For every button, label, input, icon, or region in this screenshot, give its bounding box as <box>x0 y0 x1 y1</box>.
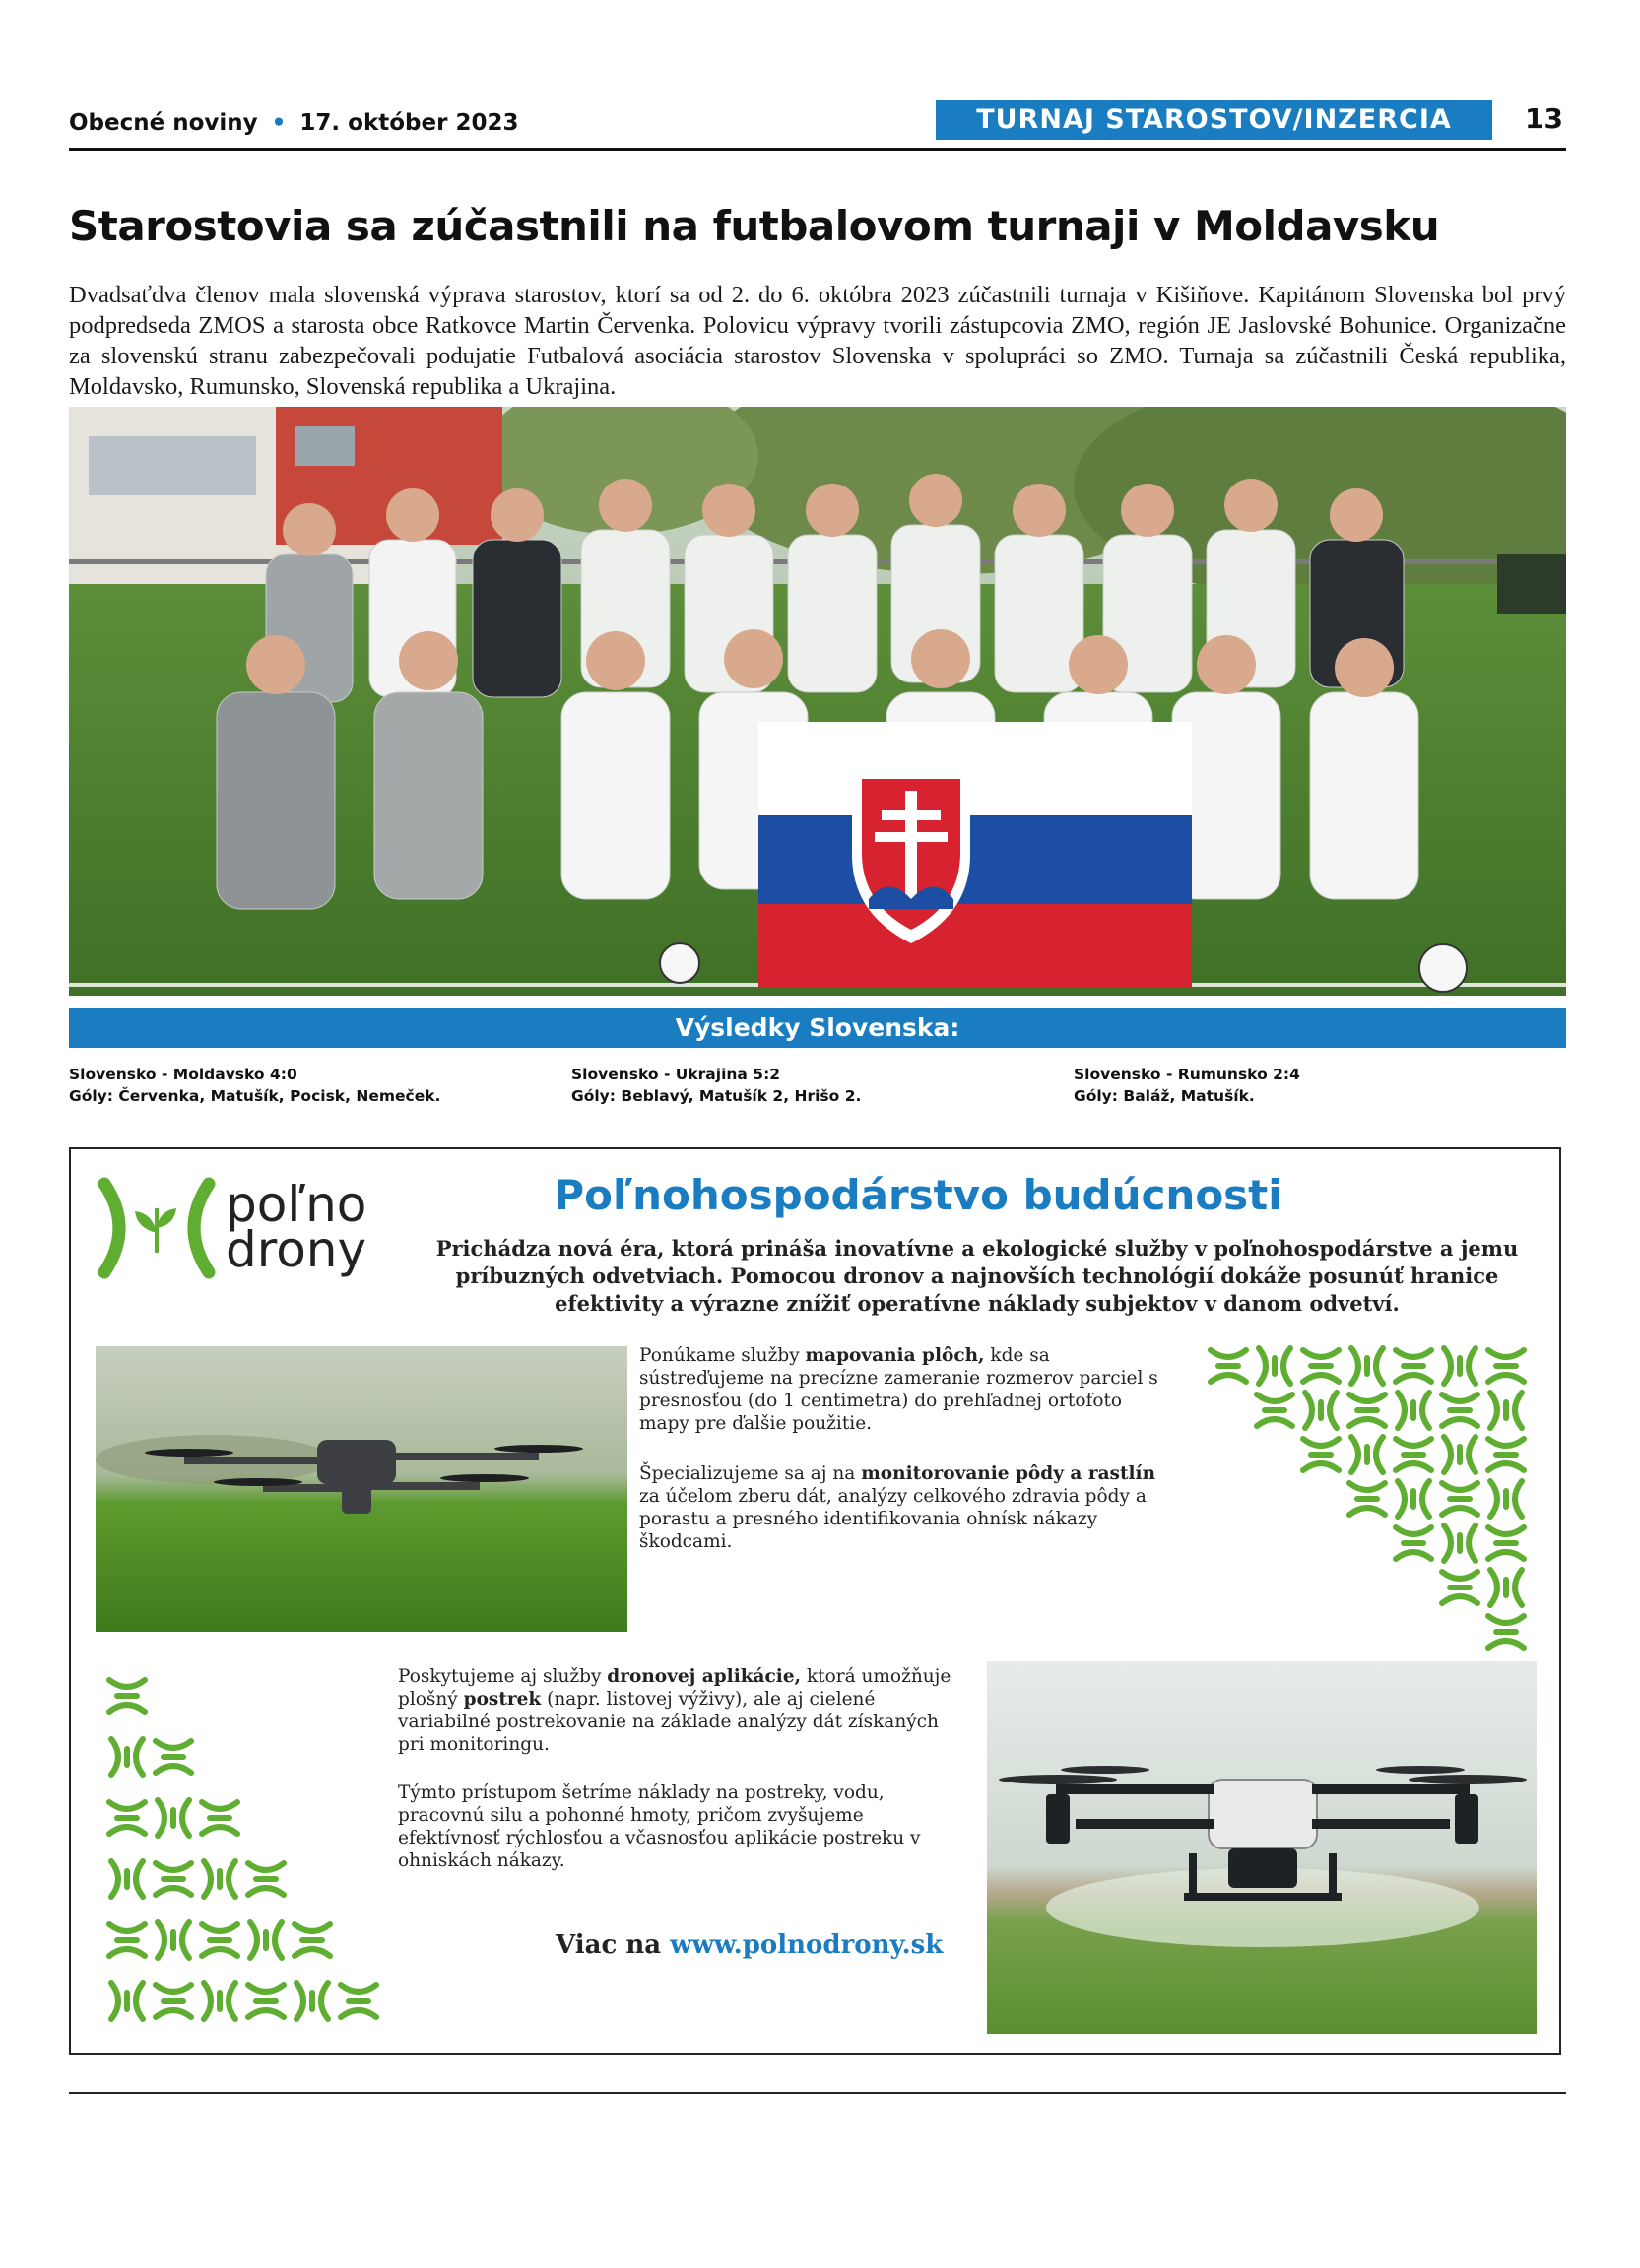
pattern-motif <box>1444 1437 1476 1472</box>
highlight-application: dronovej aplikácie, <box>607 1666 802 1687</box>
pattern-motif <box>202 1802 237 1834</box>
service-monitoring <box>639 1462 1171 1553</box>
pattern-motif <box>156 1985 191 2017</box>
pattern-motif <box>111 1861 143 1897</box>
footer-rule <box>69 2092 1566 2094</box>
pattern-motif <box>1303 1350 1339 1382</box>
pattern-motif <box>295 1924 330 1956</box>
pattern-motif <box>109 1924 145 1956</box>
pattern-motif <box>1490 1393 1522 1428</box>
website-callout <box>556 1930 943 1960</box>
pattern-motif <box>158 1922 189 1958</box>
publication-name: Obecné noviny <box>69 110 258 136</box>
result-goals: Góly: Červenka, Matušík, Pocisk, Nemeček. <box>69 1087 441 1105</box>
pattern-motif <box>1257 1394 1292 1426</box>
page-number: 13 <box>1525 102 1563 135</box>
pattern-motif <box>1442 1483 1477 1515</box>
section-label: TURNAJ STAROSTOV/INZERCIA <box>936 100 1492 140</box>
pattern-motif <box>1488 1616 1524 1648</box>
pattern-motif <box>1303 1439 1339 1470</box>
highlight-spray: postrek <box>463 1689 542 1710</box>
pattern-motif <box>248 1863 284 1895</box>
pattern-motif <box>1442 1572 1477 1603</box>
pattern-motif <box>1398 1481 1429 1517</box>
website-link[interactable]: www.polnodrony.sk <box>670 1930 944 1960</box>
spraying-drone-photo <box>987 1661 1537 2034</box>
pattern-motif <box>1351 1437 1383 1472</box>
result-romania <box>1074 1064 1300 1107</box>
masthead-separator: • <box>271 110 287 136</box>
pattern-motif <box>1305 1393 1337 1428</box>
pattern-motif <box>1396 1527 1431 1559</box>
pattern-motif <box>341 1985 376 2017</box>
pattern-motif <box>109 1680 145 1712</box>
advertisement-box <box>69 1147 1561 2055</box>
result-score: Slovensko - Rumunsko 2:4 <box>1074 1066 1300 1083</box>
result-goals: Góly: Beblavý, Matušík 2, Hrišo 2. <box>571 1087 862 1105</box>
pattern-motif <box>1444 1348 1476 1384</box>
text-run: kde sa sústreďujeme na precízne zameranie rozmerov parciel s presnosťou (do 1 centimetra) do prehľadnej ortofoto mapy pre ďalšie použitie. <box>639 1345 1158 1434</box>
pattern-motif <box>1349 1483 1385 1515</box>
ad-subtitle: Prichádza nová éra, ktorá prináša inovatívne a ekologické služby v poľnohospodárstve a jemu príbuzných odvetviach. Pomocou dronov a najnovších technológií dokáže posunúť hranice efektivity a výrazne znížiť operatívne náklady subjektov v danom odvetví. <box>435 1236 1519 1316</box>
website-label: Viac na <box>556 1930 671 1960</box>
mapping-drone-photo <box>96 1346 627 1632</box>
logo-line-1: poľno <box>226 1176 367 1233</box>
pattern-motif <box>1488 1527 1524 1559</box>
pattern-motif <box>1351 1348 1383 1384</box>
pattern-motif <box>1488 1350 1524 1382</box>
pattern-motif <box>202 1924 237 1956</box>
pattern-motif <box>1211 1350 1246 1382</box>
logo-pattern-top-right <box>1204 1341 1534 1656</box>
drone-leaf-logo-icon <box>93 1174 221 1282</box>
result-score: Slovensko - Ukrajina 5:2 <box>571 1066 781 1083</box>
pattern-motif <box>204 1861 235 1897</box>
logo-line-2: drony <box>226 1221 367 1278</box>
ad-title: Poľnohospodárstvo budúcnosti <box>554 1171 1282 1219</box>
pattern-motif <box>1349 1394 1385 1426</box>
issue-date: 17. október 2023 <box>299 110 519 136</box>
text-run: (napr. listovej výživy), ale aj cielené variabilné postrekovanie na základe analýzy dát získaných pri monitoringu. <box>398 1689 939 1755</box>
polnodrony-logo <box>93 1174 398 1282</box>
pattern-motif <box>1442 1394 1477 1426</box>
pattern-motif <box>156 1863 191 1895</box>
pattern-motif <box>1396 1350 1431 1382</box>
pattern-motif <box>204 1983 235 2019</box>
service-mapping <box>639 1344 1171 1435</box>
pattern-motif <box>111 1739 143 1775</box>
text-run: za účelom zberu dát, analýzy celkového zdravia pôdy a porastu a presného identifikovania ohnísk nákazy škodcami. <box>639 1486 1147 1552</box>
service-savings: Týmto prístupom šetríme náklady na postreky, vodu, pracovnú silu a pohonné hmoty, pričom zvyšujeme efektívnosť rýchlosťou a včasnosťou aplikácie postreku v ohniskách nákazy. <box>398 1782 921 1871</box>
team-photo <box>69 407 1566 996</box>
pattern-motif <box>109 1802 145 1834</box>
result-score: Slovensko - Moldavsko 4:0 <box>69 1066 297 1083</box>
text-run: ktorá umožňuje plošný <box>398 1666 951 1710</box>
result-ukraine <box>571 1064 861 1107</box>
pattern-motif <box>1259 1348 1290 1384</box>
article-headline: Starostovia sa zúčastnili na futbalovom turnaji v Moldavsku <box>69 202 1440 250</box>
result-goals: Góly: Baláž, Matušík. <box>1074 1087 1255 1105</box>
pattern-motif <box>1398 1393 1429 1428</box>
pattern-motif <box>158 1800 189 1836</box>
service-application <box>398 1665 969 1756</box>
pattern-motif <box>1444 1525 1476 1561</box>
article-lead: Dvadsaťdva členov mala slovenská výprava starostov, ktorí sa od 2. do 6. októbra 2023 zúčastnili turnaja v Kišiňove. Kapitánom Slovenska bol prvý podpredseda ZMOS a starosta obce Ratkovce Martin Červenka. Polovicu výpravy tvorili zástupcovia ZMO, región JE Jaslovské Bohunice. Organizačne za slovenskú stranu zabezpečovali podujatie Futbalová asociácia starostov Slovenska v spolupráci so ZMO. Turnaja sa zúčastnili Česká republika, Moldavsko, Rumunsko, Slovenská republika a Ukrajina. <box>69 282 1566 400</box>
text-run: Špecializujeme sa aj na <box>639 1463 862 1484</box>
pattern-motif <box>1396 1439 1431 1470</box>
pattern-motif <box>296 1983 328 2019</box>
result-moldova <box>69 1064 440 1107</box>
pattern-motif <box>248 1985 284 2017</box>
pattern-motif <box>250 1922 282 1958</box>
logo-pattern-bottom-left <box>102 1666 398 2026</box>
logo-wordmark <box>226 1176 367 1278</box>
header-rule <box>69 148 1566 151</box>
pattern-motif <box>1488 1439 1524 1470</box>
pattern-motif <box>156 1741 191 1773</box>
text-run: Ponúkame služby <box>639 1345 806 1366</box>
highlight-monitoring: monitorovanie pôdy a rastlín <box>861 1463 1156 1484</box>
pattern-motif <box>1490 1570 1522 1605</box>
highlight-mapping: mapovania plôch, <box>805 1345 985 1366</box>
masthead <box>69 110 518 136</box>
pattern-motif <box>1490 1481 1522 1517</box>
pattern-motif <box>111 1983 143 2019</box>
results-header: Výsledky Slovenska: <box>69 1008 1566 1048</box>
text-run: Poskytujeme aj služby <box>398 1666 608 1687</box>
